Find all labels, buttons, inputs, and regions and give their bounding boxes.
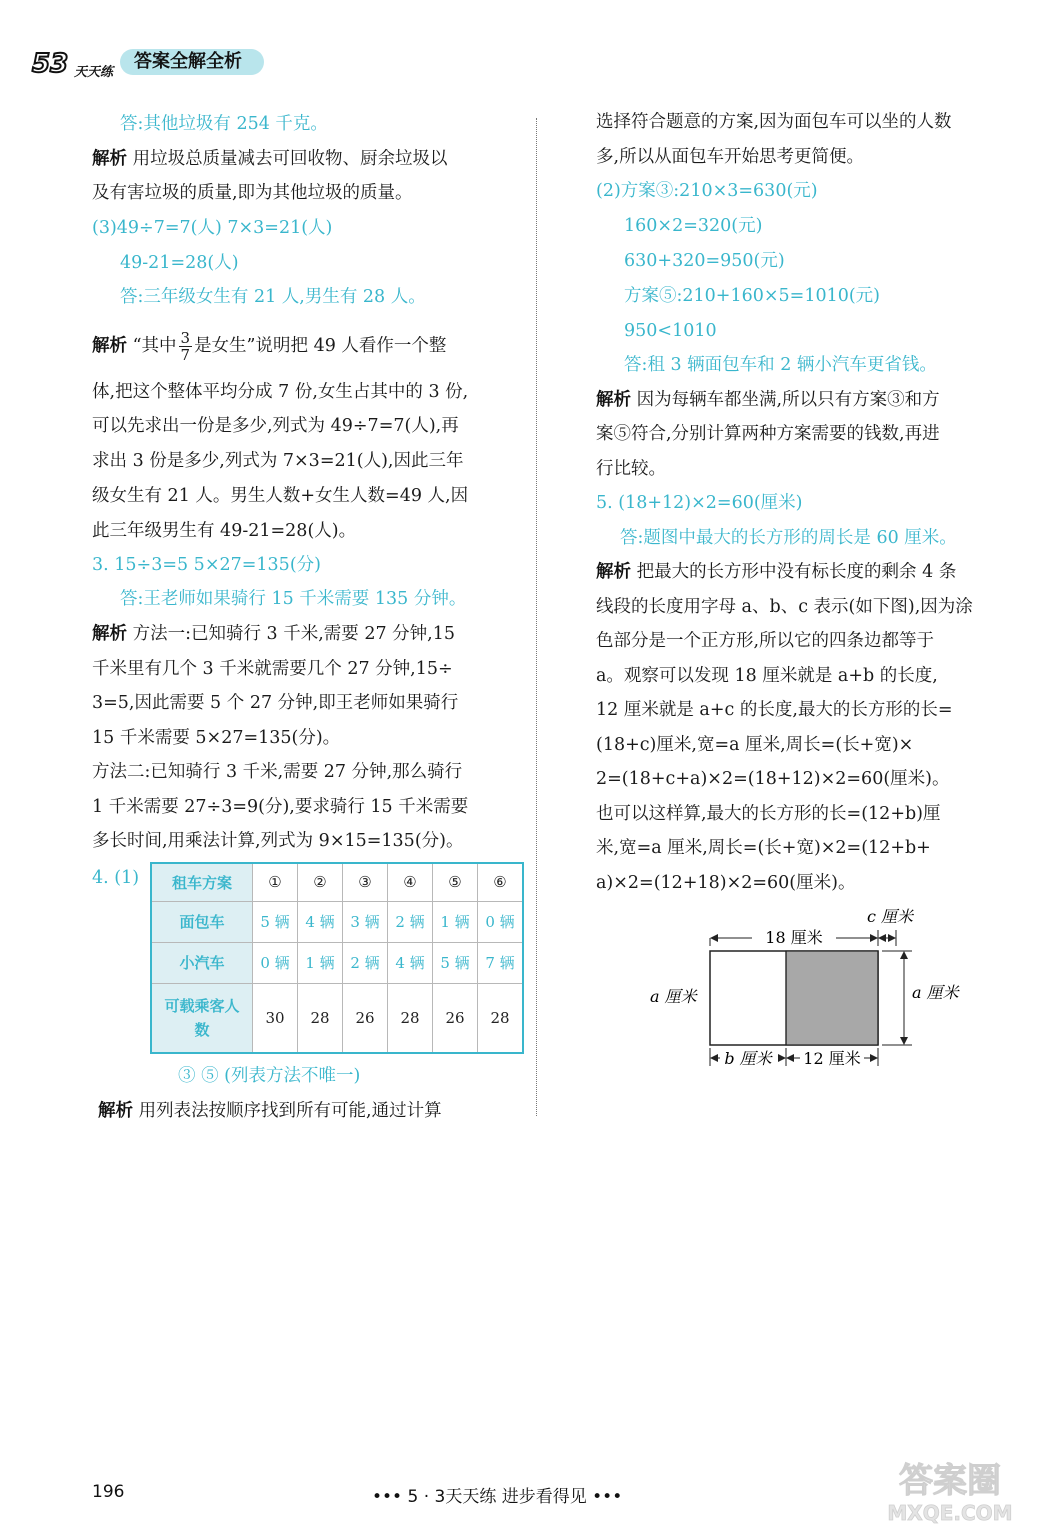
table-cell: 5 辆: [253, 901, 298, 942]
table-cell: 30: [253, 983, 298, 1053]
analysis-tag: 解析: [92, 336, 127, 356]
analysis-tag: 解析: [98, 1101, 133, 1121]
table-header: 租车方案: [151, 863, 253, 901]
text-line: 选择符合题意的方案,因为面包车可以坐的人数: [596, 112, 952, 132]
text-line: 把最大的长方形中没有标长度的剩余 4 条: [631, 562, 957, 582]
footer-slogan: ••• 5 · 3天天练 进步看得见 •••: [372, 1487, 623, 1507]
text-line: 多长时间,用乘法计算,列式为 9×15=135(分)。: [92, 831, 464, 851]
table-header: ①: [253, 863, 298, 901]
bottom-length-label: 12 厘米: [803, 1049, 861, 1068]
table-header: ④: [388, 863, 433, 901]
row-label: 可载乘客人数: [151, 983, 253, 1053]
text-line: 线段的长度用字母 a、b、c 表示(如下图),因为涂: [596, 597, 973, 617]
text-line: 及有害垃圾的质量,即为其他垃圾的质量。: [92, 183, 413, 203]
table-row: [151, 983, 523, 1053]
top-length-label: 18 厘米: [765, 928, 823, 947]
table-cell: 3 辆: [343, 901, 388, 942]
rental-plan-table: [150, 862, 524, 1054]
c-length-label: c 厘米: [866, 907, 914, 926]
watermark-logo: [870, 1454, 1030, 1528]
formula-line: 3. 15÷3=5 5×27=135(分): [92, 555, 321, 575]
text-line: 案⑤符合,分别计算两种方案需要的钱数,再进: [596, 424, 940, 444]
table-cell: 4 辆: [298, 901, 343, 942]
table-header: ⑤: [433, 863, 478, 901]
text-line: 米,宽=a 厘米,周长=(长+宽)×2=(12+b+: [596, 838, 931, 858]
formula-line: 950<1010: [624, 321, 717, 341]
analysis-tag: 解析: [596, 390, 631, 410]
row-label: 面包车: [151, 901, 253, 942]
text-line: 因为每辆车都坐满,所以只有方案③和方: [631, 390, 940, 410]
b-length-label: b 厘米: [724, 1049, 772, 1068]
text-line: 可以先求出一份是多少,列式为 49÷7=7(人),再: [92, 416, 459, 436]
formula-line: (3)49÷7=7(人) 7×3=21(人): [92, 218, 333, 238]
text-line: a。观察可以发现 18 厘米就是 a+b 的长度,: [596, 666, 938, 686]
text-line: 也可以这样算,最大的长方形的长=(12+b)厘: [596, 804, 941, 824]
formula-line: 49-21=28(人): [120, 253, 239, 273]
brand-logo: [30, 44, 120, 84]
table-cell: 1 辆: [433, 901, 478, 942]
analysis-tag: 解析: [92, 149, 127, 169]
table-cell: 4 辆: [388, 942, 433, 983]
fraction: $\frac{3}{7}$: [180, 329, 191, 364]
table-cell: 26: [433, 983, 478, 1053]
answer-line: ③ ⑤ (列表方法不唯一): [178, 1066, 361, 1086]
text-line: 千米里有几个 3 千米就需要几个 27 分钟,15÷: [92, 659, 453, 679]
column-divider: [536, 118, 537, 1116]
text-line: 体,把这个整体平均分成 7 份,女生占其中的 3 份,: [92, 382, 469, 402]
analysis-tag: 解析: [92, 624, 127, 644]
answer-line: 答:三年级女生有 21 人,男生有 28 人。: [120, 287, 426, 307]
page-number: 196: [92, 1482, 125, 1502]
right-width-label: a 厘米: [912, 983, 959, 1002]
text-line: 15 千米需要 5×27=135(分)。: [92, 728, 341, 748]
left-width-label: a 厘米: [650, 987, 697, 1006]
analysis-tag: 解析: [596, 562, 631, 582]
text-line: 色部分是一个正方形,所以它的四条边都等于: [596, 631, 935, 651]
table-header: ③: [343, 863, 388, 901]
formula-line: (2)方案③:210×3=630(元): [596, 181, 818, 201]
text-line: 此三年级男生有 49-21=28(人)。: [92, 521, 357, 541]
row-label: 小汽车: [151, 942, 253, 983]
table-cell: 1 辆: [298, 942, 343, 983]
formula-line: 5. (18+12)×2=60(厘米): [596, 493, 803, 513]
answer-line: 答:租 3 辆面包车和 2 辆小汽车更省钱。: [624, 355, 937, 375]
answer-line: 答:王老师如果骑行 15 千米需要 135 分钟。: [120, 589, 467, 609]
text-line: a)×2=(12+18)×2=60(厘米)。: [596, 873, 856, 893]
text-line: 12 厘米就是 a+c 的长度,最大的长方形的长=: [596, 700, 953, 720]
table-cell: 28: [298, 983, 343, 1053]
text-line: 2=(18+c+a)×2=(18+12)×2=60(厘米)。: [596, 769, 950, 789]
text-line: 用列表法按顺序找到所有可能,通过计算: [133, 1101, 442, 1121]
text-line: 求出 3 份是多少,列式为 7×3=21(人),因此三年: [92, 451, 464, 471]
table-row: [151, 942, 523, 983]
rectangle-diagram: [640, 900, 980, 1080]
table-cell: 2 辆: [388, 901, 433, 942]
table-row: [151, 901, 523, 942]
table-cell: 26: [343, 983, 388, 1053]
shaded-square: [786, 951, 878, 1045]
text-line: (18+c)厘米,宽=a 厘米,周长=(长+宽)×: [596, 735, 914, 755]
question-number: 4. (1): [92, 868, 140, 888]
table-cell: 7 辆: [478, 942, 524, 983]
svg-text:MXQE.COM: MXQE.COM: [887, 1501, 1013, 1525]
text-line: 用垃圾总质量减去可回收物、厨余垃圾以: [127, 149, 448, 169]
table-cell: 0 辆: [478, 901, 524, 942]
text-line: 行比较。: [596, 459, 666, 479]
section-badge: 答案全解全析: [120, 49, 264, 75]
table-cell: 28: [388, 983, 433, 1053]
text-line: 方法一:已知骑行 3 千米,需要 27 分钟,15: [127, 624, 456, 644]
text-line: 级女生有 21 人。男生人数+女生人数=49 人,因: [92, 486, 469, 506]
formula-line: 630+320=950(元): [624, 251, 785, 271]
text-line: 多,所以从面包车开始思考更简便。: [596, 147, 865, 167]
text-line: 是女生”说明把 49 人看作一个整: [194, 336, 447, 356]
svg-text:天天练: 天天练: [74, 65, 114, 80]
table-cell: 5 辆: [433, 942, 478, 983]
table-row: [151, 863, 523, 901]
text-line: 3=5,因此需要 5 个 27 分钟,即王老师如果骑行: [92, 693, 459, 713]
formula-line: 160×2=320(元): [624, 216, 763, 236]
svg-text:答案圈: 答案圈: [899, 1461, 1001, 1501]
table-cell: 0 辆: [253, 942, 298, 983]
table-cell: 2 辆: [343, 942, 388, 983]
text-line: 方法二:已知骑行 3 千米,需要 27 分钟,那么骑行: [92, 762, 463, 782]
formula-line: 方案⑤:210+160×5=1010(元): [624, 286, 881, 306]
answer-line: 答:题图中最大的长方形的周长是 60 厘米。: [620, 528, 957, 548]
answer-line: 答:其他垃圾有 254 千克。: [120, 114, 328, 134]
text-line: “其中: [127, 336, 177, 356]
table-header: ⑥: [478, 863, 524, 901]
svg-text:53: 53: [32, 49, 69, 79]
text-line: 1 千米需要 27÷3=9(分),要求骑行 15 千米需要: [92, 797, 469, 817]
table-cell: 28: [478, 983, 524, 1053]
table-header: ②: [298, 863, 343, 901]
